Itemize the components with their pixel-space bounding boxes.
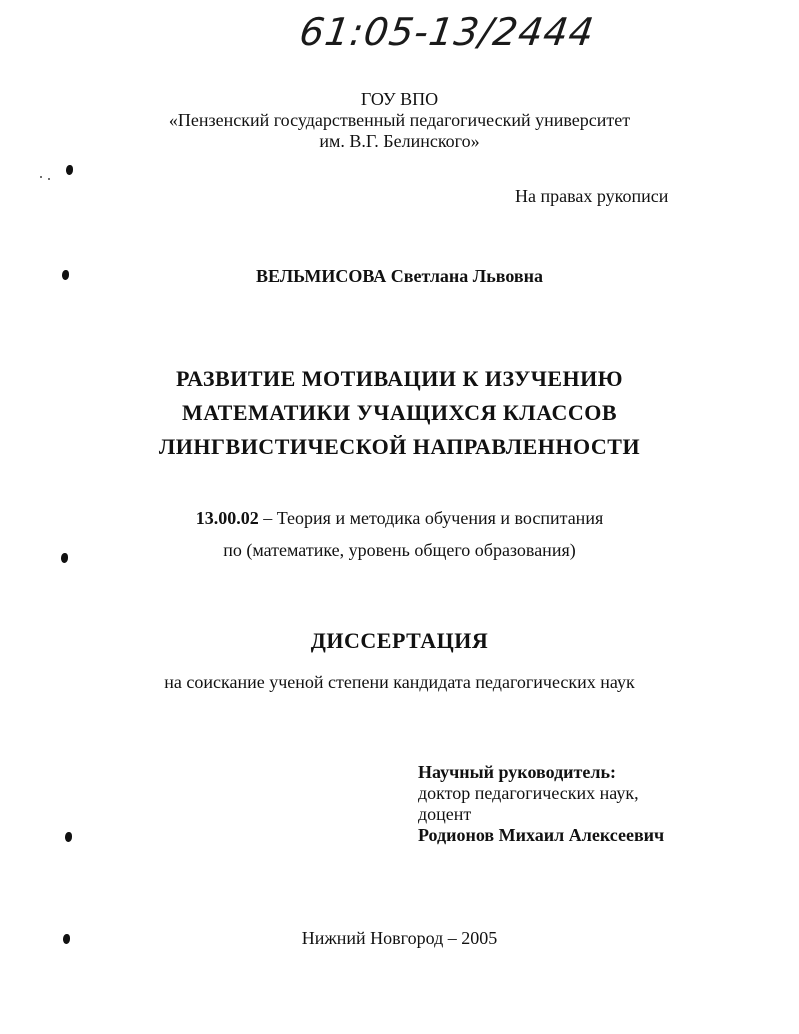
supervisor-degree: доктор педагогических наук,: [418, 783, 639, 803]
title-line-1: РАЗВИТИЕ МОТИВАЦИИ К ИЗУЧЕНИЮ: [175, 366, 624, 391]
supervisor-name: Родионов Михаил Алексеевич: [418, 825, 665, 845]
manuscript-rights: На правах рукописи: [515, 186, 669, 206]
scan-mark: [63, 934, 70, 944]
dissertation-title: [0, 362, 799, 464]
institution-line-2: «Пензенский государственный педагогический университет: [168, 110, 631, 130]
specialty: [0, 502, 799, 566]
specialty-code: 13.00.02: [195, 508, 259, 528]
author-name: [0, 266, 799, 287]
supervisor-label: Научный руководитель:: [418, 762, 616, 782]
scan-mark: [62, 270, 69, 280]
specialty-name: – Теория и методика обучения и воспитания: [258, 508, 604, 528]
scan-speck: [40, 176, 42, 178]
city-year: Нижний Новгород – 2005: [301, 928, 498, 948]
title-line-3: ЛИНГВИСТИЧЕСКОЙ НАПРАВЛЕННОСТИ: [158, 434, 641, 459]
institution-line-1: ГОУ ВПО: [360, 89, 439, 109]
author-given-names: Светлана Львовна: [390, 266, 543, 286]
scan-speck: [48, 178, 50, 180]
scan-mark: [61, 553, 68, 563]
document-type: ДИССЕРТАЦИЯ: [310, 628, 489, 653]
title-line-2: МАТЕМАТИКИ УЧАЩИХСЯ КЛАССОВ: [181, 400, 618, 425]
supervisor-rank: доцент: [418, 804, 472, 824]
catalog-number-handwritten: 61:05-13/2444: [296, 10, 598, 54]
author-surname: ВЕЛЬМИСОВА: [256, 266, 387, 286]
institution-line-3: им. В.Г. Белинского»: [319, 131, 480, 151]
specialty-line-1: [0, 502, 799, 534]
supervisor-block: [418, 762, 664, 846]
scan-mark: [66, 165, 73, 175]
specialty-line-2: по (математике, уровень общего образования): [223, 540, 576, 560]
degree-sought: на соискание ученой степени кандидата педагогических наук: [164, 672, 635, 692]
scan-mark: [65, 832, 72, 842]
